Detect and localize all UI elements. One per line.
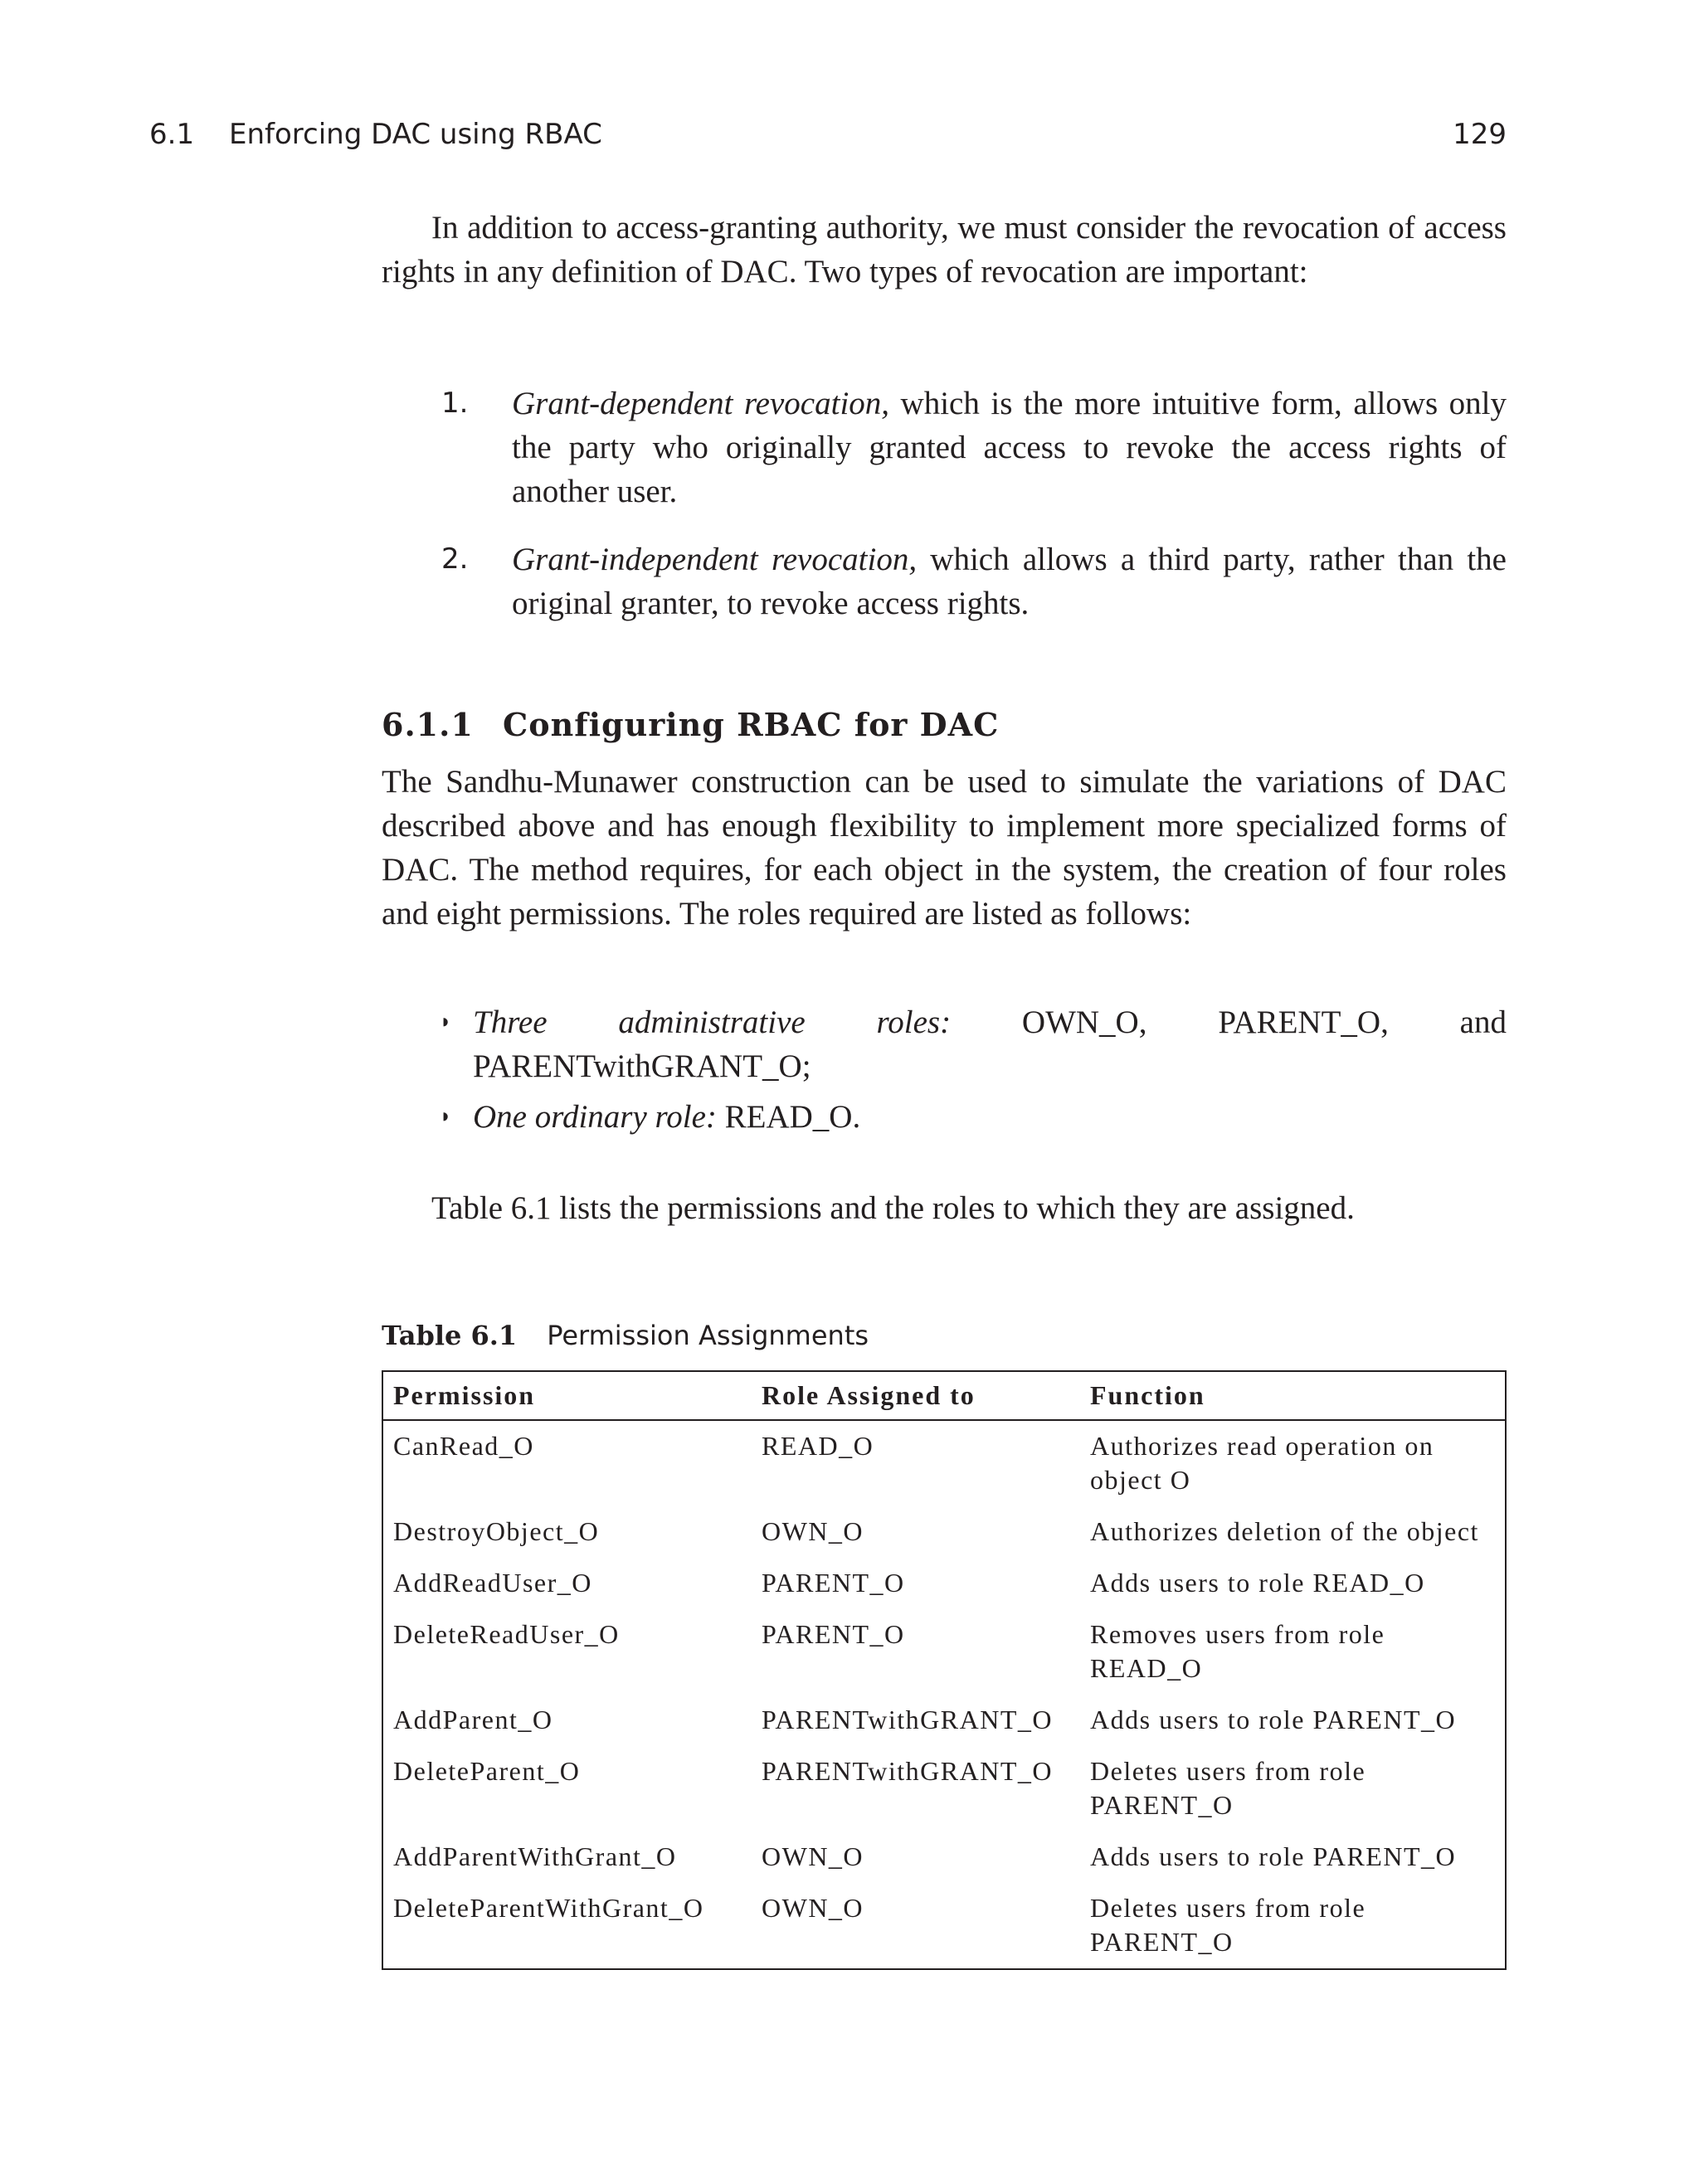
list-item-term: One ordinary role: [473, 1099, 717, 1135]
list-item-text: which is the more intuitive form, allows only the party who originally granted access to revoke the access rights of another user. [512, 386, 1507, 509]
table-row [382, 1831, 1506, 1883]
role-cell: OWN_O [762, 1893, 864, 1923]
role-cell: PARENT_O [762, 1568, 905, 1598]
list-item-term: Grant-independent revocation, [512, 542, 918, 577]
list-item-text: OWN_O, PARENT_O, and PARENTwithGRANT_O; [473, 1004, 1507, 1084]
bullet-icon: ◗ [440, 1011, 452, 1033]
section-heading [382, 703, 999, 747]
section-paragraph: The Sandhu-Munawer construction can be used to simulate the variations of DAC described above and has enough flexibility to implement more specialized forms of DAC. The method requires, for each object in the system, the creation of four roles and eight permissions. The roles required are listed as follows: [382, 764, 1507, 931]
table-label: Table 6.1 [382, 1320, 518, 1351]
permission-table [382, 1370, 1507, 1970]
column-header-function: Function [1080, 1371, 1506, 1420]
list-marker: 2. [441, 542, 469, 576]
role-cell: PARENTwithGRANT_O [762, 1705, 1053, 1734]
list-item [382, 537, 1507, 625]
function-cell: Deletes users from role PARENT_O [1090, 1893, 1366, 1957]
table-row [382, 1746, 1506, 1831]
list-item [382, 1095, 1507, 1139]
table-caption [382, 1317, 869, 1354]
table-row [382, 1506, 1506, 1558]
table-row [382, 1695, 1506, 1746]
section-number: 6.1.1 [382, 706, 474, 743]
permission-cell: DestroyObject_O [393, 1516, 600, 1546]
permission-cell: DeleteParentWithGrant_O [393, 1893, 704, 1923]
section-title: Configuring RBAC for DAC [503, 706, 1000, 743]
role-cell: OWN_O [762, 1841, 864, 1871]
permission-cell: CanRead_O [393, 1431, 534, 1461]
list-marker: 1. [441, 387, 469, 420]
permission-cell: AddReadUser_O [393, 1568, 592, 1598]
running-head-section-title: Enforcing DAC using RBAC [229, 118, 602, 151]
bullet-icon: ◗ [440, 1106, 452, 1127]
role-cell: READ_O [762, 1431, 874, 1461]
function-cell: Adds users to role READ_O [1090, 1568, 1425, 1598]
permission-cell: AddParent_O [393, 1705, 553, 1734]
table-intro-paragraph: Table 6.1 lists the permissions and the roles to which they are assigned. [431, 1190, 1355, 1226]
table-row [382, 1883, 1506, 1969]
function-cell: Deletes users from role PARENT_O [1090, 1756, 1366, 1820]
function-cell: Removes users from role READ_O [1090, 1619, 1385, 1683]
permission-cell: AddParentWithGrant_O [393, 1841, 677, 1871]
list-item-term: Three administrative roles: [473, 1004, 952, 1040]
function-cell: Adds users to role PARENT_O [1090, 1841, 1457, 1871]
function-cell: Authorizes read operation on object O [1090, 1431, 1434, 1495]
table-caption-text: Permission Assignments [547, 1320, 869, 1351]
table-row [382, 1609, 1506, 1695]
running-head-section-number: 6.1 [149, 118, 195, 151]
table-row [382, 1558, 1506, 1609]
permission-cell: DeleteReadUser_O [393, 1619, 620, 1649]
role-cell: PARENT_O [762, 1619, 905, 1649]
list-item [382, 382, 1507, 513]
revocation-list [382, 382, 1507, 625]
function-cell: Adds users to role PARENT_O [1090, 1705, 1457, 1734]
page-number: 129 [1453, 118, 1507, 151]
function-cell: Authorizes deletion of the object [1090, 1516, 1479, 1546]
role-cell: PARENTwithGRANT_O [762, 1756, 1053, 1786]
list-item-text: which allows a third party, rather than the original granter, to revoke access rights. [512, 542, 1507, 621]
intro-paragraph: In addition to access-granting authority, we must consider the revocation of access rights in any definition of DAC. Two types of revocation are important: [382, 210, 1507, 289]
list-item-text: READ_O. [716, 1099, 861, 1135]
role-cell: OWN_O [762, 1516, 864, 1546]
table-header-row [382, 1371, 1506, 1420]
column-header-permission: Permission [382, 1371, 752, 1420]
list-item [382, 1000, 1507, 1088]
list-item-term: Grant-dependent revocation, [512, 386, 890, 421]
table-row [382, 1420, 1506, 1506]
column-header-role: Role Assigned to [752, 1371, 1080, 1420]
permission-cell: DeleteParent_O [393, 1756, 581, 1786]
running-head [149, 114, 1507, 154]
roles-list [382, 1000, 1507, 1139]
